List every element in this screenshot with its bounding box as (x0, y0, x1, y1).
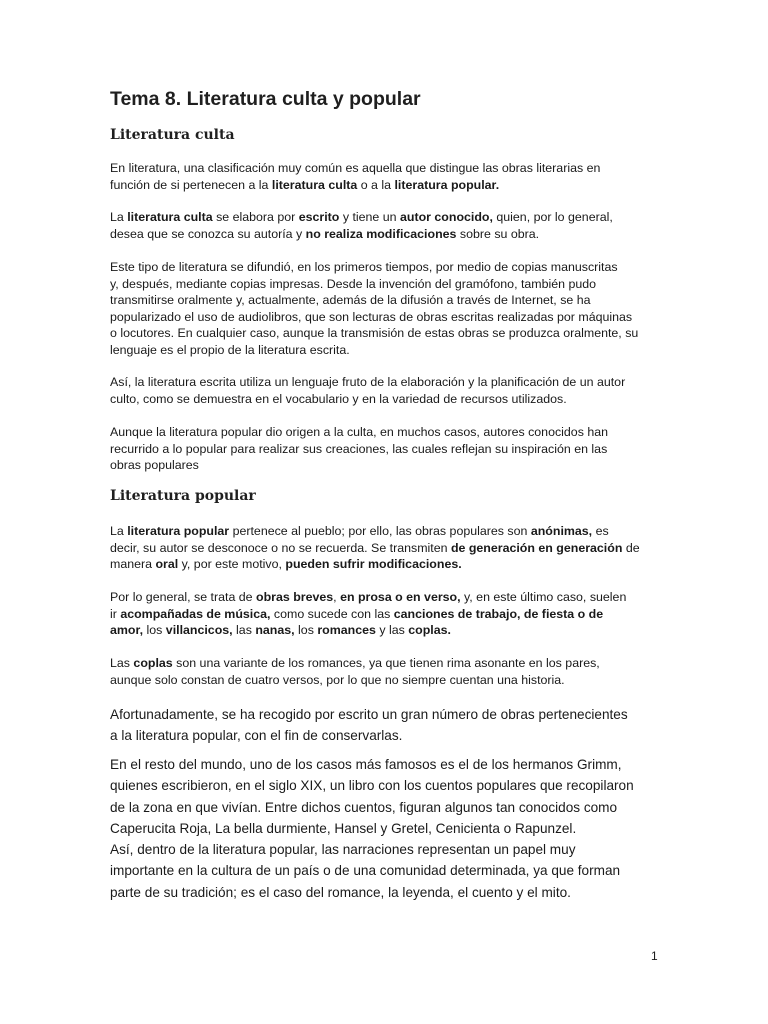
text-line (110, 860, 662, 881)
paragraph (110, 160, 662, 193)
text-line (110, 839, 662, 860)
text-line (110, 160, 662, 177)
text-line (110, 882, 662, 903)
text-line (110, 818, 662, 839)
page-number: 1 (651, 949, 658, 963)
paragraph (110, 424, 662, 474)
bold-run: nanas, (255, 623, 295, 637)
section-heading-literatura-culta: Literatura culta (110, 127, 235, 143)
bold-run: de generación en generación (450, 540, 623, 555)
text-line (110, 672, 662, 689)
text-line (110, 276, 662, 293)
text-run: son una variante de los romances, ya que tienen rima asonante en los pares, (172, 656, 600, 670)
text-line (110, 725, 662, 746)
bold-run: literatura culta (271, 177, 358, 192)
text-run: La (110, 524, 128, 538)
text-run: Por lo general, se trata de (110, 590, 257, 604)
bold-run: no realiza modificaciones (305, 226, 457, 241)
text-run: importante en la cultura de un país o de una comunidad determinada, ya que forman (110, 863, 621, 879)
paragraph (110, 589, 662, 639)
text-run: Afortunadamente, se ha recogido por escrito un gran número de obras pertenecientes (110, 707, 628, 722)
paragraph (110, 704, 662, 747)
text-line (110, 226, 662, 243)
text-run: se elabora por (212, 210, 299, 224)
text-run: es (592, 524, 609, 538)
section-heading-literatura-popular: Literatura popular (110, 488, 256, 504)
text-line (110, 177, 662, 194)
paragraph (110, 754, 662, 840)
text-run: quien, por lo general, (492, 210, 613, 224)
text-run: Este tipo de literatura se difundió, en los primeros tiempos, por medio de copias manuscritas (110, 260, 618, 274)
text-run: culto, como se demuestra en el vocabulario y en la variedad de recursos utilizados. (110, 391, 567, 406)
text-line (110, 441, 662, 458)
text-run: lenguaje es el propio de la literatura escrita. (110, 342, 350, 357)
bold-run: obras breves (256, 590, 334, 604)
text-run: Así, dentro de la literatura popular, las narraciones representan un papel muy (110, 842, 576, 857)
text-line (110, 540, 662, 557)
bold-run: literatura popular (127, 524, 230, 538)
page-title: Tema 8. Literatura culta y popular (110, 88, 421, 110)
text-run: parte de su tradición; es el caso del romance, la leyenda, el cuento y el mito. (110, 884, 571, 900)
text-line (110, 374, 662, 391)
text-run: desea que se conozca su autoría y (110, 226, 306, 241)
text-line (110, 523, 662, 540)
text-run: y, por este motivo, (178, 557, 286, 571)
bold-run: acompañadas de música, (120, 606, 271, 621)
text-run: y, después, mediante copias impresas. Desde la invención del gramófono, también pudo (110, 276, 597, 291)
bold-run: literatura culta (127, 210, 213, 224)
text-run: o a la (357, 177, 395, 192)
text-run: los (294, 623, 318, 637)
text-run: a la literatura popular, con el fin de conservarlas. (110, 728, 403, 744)
text-run: las (232, 623, 256, 637)
text-line (110, 655, 662, 672)
paragraph (110, 655, 662, 688)
paragraph (110, 259, 662, 358)
text-run: decir, su autor se desconoce o no se recuerda. Se transmiten (110, 540, 451, 555)
text-run: recurrido a lo popular para realizar sus creaciones, las cuales reflejan su inspiración en las (110, 441, 608, 456)
text-run: obras populares (110, 458, 199, 472)
text-line (110, 775, 662, 796)
text-line (110, 622, 662, 639)
text-run: quienes escribieron, en el siglo XIX, un libro con los cuentos populares que recopilaron (110, 778, 634, 794)
text-run: o locutores. En cualquier caso, aunque la transmisión de estas obras se produzca oralmente, su (110, 326, 639, 340)
bold-run: pueden sufrir modificaciones. (285, 557, 462, 571)
text-run: los (143, 623, 166, 637)
text-line (110, 797, 662, 818)
paragraph (110, 839, 662, 903)
text-line (110, 589, 662, 606)
text-line (110, 457, 662, 474)
text-run: y, en este último caso, suelen (460, 590, 627, 604)
text-line (110, 259, 662, 276)
paragraph (110, 374, 662, 407)
text-run: Las (110, 656, 134, 670)
bold-run: autor conocido, (400, 210, 493, 224)
text-line (110, 209, 662, 226)
text-line (110, 754, 662, 775)
text-run: Caperucita Roja, La bella durmiente, Hansel y Gretel, Cenicienta o Rapunzel. (110, 821, 577, 837)
text-run: , (333, 590, 341, 604)
text-line (110, 325, 662, 342)
bold-run: amor, (110, 623, 144, 637)
text-run: Así, la literatura escrita utiliza un lenguaje fruto de la elaboración y la planificación de un autor (110, 375, 626, 389)
text-run: como sucede con las (270, 606, 394, 621)
bold-run: escrito (298, 210, 340, 224)
bold-run: coplas (133, 656, 173, 670)
text-run: de la zona en que vivían. Entre dichos cuentos, figuran algunos tan conocidos como (110, 799, 618, 815)
text-line (110, 309, 662, 326)
text-run: ir (110, 606, 121, 621)
bold-run: literatura popular. (394, 177, 500, 192)
text-line (110, 606, 662, 623)
paragraph (110, 209, 662, 242)
text-run: popularizado el uso de audiolibros, que son lecturas de obras escritas realizadas por máquinas (110, 309, 633, 324)
text-run: de (622, 540, 640, 555)
bold-run: en prosa o en verso, (340, 590, 461, 604)
bold-run: villancicos, (165, 623, 233, 637)
text-run: sobre su obra. (456, 226, 540, 241)
paragraph (110, 523, 662, 573)
text-run: y tiene un (339, 210, 400, 224)
text-run: Aunque la literatura popular dio origen a la culta, en muchos casos, autores conocidos han (110, 425, 609, 439)
bold-run: anónimas, (530, 524, 593, 538)
bold-run: coplas. (408, 623, 451, 637)
bold-run: romances (317, 623, 376, 637)
text-run: En el resto del mundo, uno de los casos más famosos es el de los hermanos Grimm, (110, 757, 622, 772)
text-line (110, 391, 662, 408)
text-line (110, 342, 662, 359)
text-run: manera (110, 557, 156, 571)
text-run: pertenece al pueblo; por ello, las obras populares son (229, 524, 531, 538)
text-run: transmitirse oralmente y, actualmente, además de la difusión a través de Internet, se ha (110, 293, 591, 307)
text-run: y las (375, 623, 409, 637)
text-line (110, 704, 662, 725)
text-run: aunque solo constan de cuatro versos, por lo que no siempre cuentan una historia. (110, 672, 565, 687)
text-run: En literatura, una clasificación muy común es aquella que distingue las obras literarias en (110, 161, 601, 175)
bold-run: canciones de trabajo, de fiesta o de (393, 606, 604, 621)
text-line (110, 556, 662, 573)
text-run: función de si pertenecen a la (110, 177, 272, 192)
text-line (110, 424, 662, 441)
text-line (110, 292, 662, 309)
bold-run: oral (155, 557, 179, 571)
text-run: La (110, 210, 128, 224)
